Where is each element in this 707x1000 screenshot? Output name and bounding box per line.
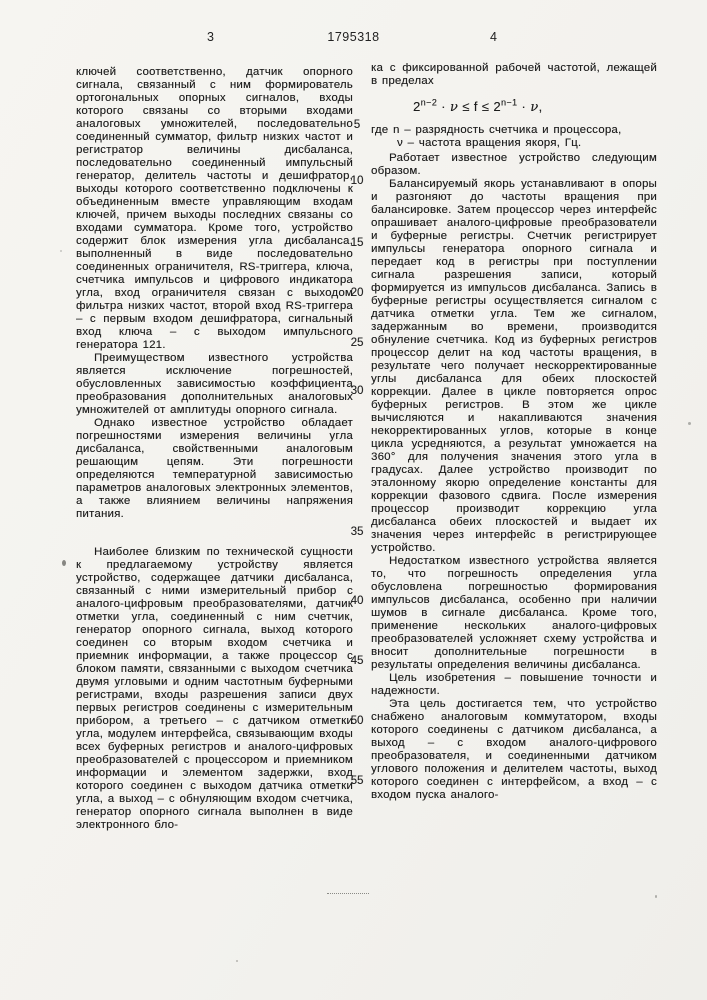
paragraph-continuation: ка с фиксированной рабочей частотой, лежащей в пределах: [371, 62, 657, 87]
line-number-10: 10: [350, 175, 364, 187]
paragraph: Преимуществом известного устройства является исключение погрешностей, обусловленных зависимостью коэффициента преобразования дополнительных аналоговых умножителей от амплитуды опорного сигнала.: [76, 352, 353, 416]
formula-legend-line: ν – частота вращения якоря, Гц.: [397, 137, 582, 149]
paragraph-continuation: ключей соответственно, датчик опорного сигнала, связанный с ним формирователь ортогональных опорных сигналов, входы которого связаны со вторыми входами аналоговых умножителей, последовательно соединенный сумматор, фильтр низких частот и регистратор величины дисбаланса, последовательно соединенный импульсный генератор, делитель частоты и дешифратор, выходы которого соответственно подключены к объединенным вместе управляющим входам ключей, причем выходы последних связаны со входами сумматора. Кроме того, устройство содержит блок измерения угла дисбаланса, выполненный в виде последовательно соединенных ограничителя, RS-триггера, ключа, счетчика импульсов и цифрового индикатора угла, вход ограничителя связан с выходом фильтра низких частот, второй вход RS-триггера – с первым входом дешифратора, сигнальный вход ключа – с выходом импульсного генератора 121.: [76, 66, 353, 351]
paragraph: Эта цель достигается тем, что устройство снабжено аналоговым коммутатором, входы которого соединены с датчиком дисбаланса, а выход – с входом аналого-цифрового преобразователя, и соединенными датчиком углового положения и делителем частоты, выход которого соединен с интерфейсом, а вход – с входом пуска аналого-: [371, 698, 657, 801]
nu-symbol: ν: [530, 100, 539, 115]
scan-artifact-dashes: [327, 893, 369, 894]
patent-number: 1795318: [327, 30, 380, 44]
paragraph: Однако известное устройство обладает погрешностями измерения величины угла дисбаланса, свойственными аналоговым решающим цепям. Эти погрешности определяются температурной зависимостью параметров аналоговых электронных элементов, а также влиянием величины напряжения питания.: [76, 417, 353, 520]
formula-legend-line: где n – разрядность счетчика и процессора,: [371, 124, 622, 136]
line-number-50: 50: [350, 715, 364, 727]
line-number-25: 25: [350, 337, 364, 349]
formula-punctuation: ,: [538, 99, 543, 114]
formula-operator: ≤ f ≤ 2: [458, 99, 501, 114]
line-number-35: 35: [350, 526, 364, 538]
paragraph: Цель изобретения – повышение точности и надежности.: [371, 672, 657, 697]
page-number-right: 4: [490, 30, 497, 44]
paragraph: Недостатком известного устройства является то, что погрешность определения угла обусловлена погрешностью формирования импульсов дисбаланса, особенно при наличии шумов в сигнале дисбаланса. Кроме того, применение нескольких аналого-цифровых преобразователей усложняет схему устройства и вносит дополнительные погрешности в результаты определения величины дисбаланса.: [371, 555, 657, 671]
scan-artifact-speck: [236, 960, 238, 962]
paragraph: Наиболее близким по технической сущности к предлагаемому устройству является устройство, содержащее датчики дисбаланса, связанный с ними измерительный прибор с аналого-цифровым преобразователями, датчик отметки угла, соединенный с ним счетчик, генератор опорного сигнала, выход которого соединен со вторым входом счетчика и приемник информации, а также процессор с блоком памяти, связанными с выходом счетчика двумя угловыми и одним частотным буферными регистрами, входы разрешения записи двух первых регистров соединены с измерительным прибором, а третьего – с датчиком отметки угла, модулем интерфейса, связывающим входы всех буферных регистров и аналого-цифровых преобразователей с процессором и приемником информации и элементом задержки, вход которого соединен с выходом датчика отметки угла, а выход – с обнуляющим входом счетчика, генератор опорного сигнала выполнен в виде электронного бло-: [76, 546, 353, 831]
paragraph: Балансируемый якорь устанавливают в опоры и разгоняют до частоты вращения при балансировке. Затем процессор через интерфейс опрашивает аналого-цифровые преобразователи и буферные регистры. Счетчик регистрирует импульсы генератора опорного сигнала и передает код в регистры при поступлении сигнала разрешения записи, который формируется из импульсов дисбаланса. Запись в буферные регистры осуществляется сигналом с датчика отметки угла. Тем же сигналом, задержанным во времени, производится обнуление счетчика. Код из буферных регистров процессор делит на код частоты вращения, в результате чего получает нескорректированные углы дисбаланса для обеих плоскостей коррекции. Далее в цикле повторяется опрос буферных регистров. В этом же цикле вычисляются и накапливаются значения некорректированных углов, которые в конце цикла усредняются, а результат умножается на 360° для получения значения этого угла в градусах. Далее устройство производит по эталонному якорю определение константы для коррекции фазового сдвига. После измерения процессор производит коррекцию угла дисбаланса обеих плоскостей и выдает их значения через интерфейс в регистрирующее устройство.: [371, 178, 657, 554]
formula-operator: ·: [517, 99, 531, 114]
scan-artifact-speck: [688, 422, 691, 425]
scan-artifact-speck: [655, 895, 657, 898]
formula-operator: ·: [437, 99, 450, 114]
line-number-5: 5: [353, 119, 361, 131]
formula-exponent: n−2: [420, 97, 438, 108]
left-column: [76, 66, 353, 832]
line-number-55: 55: [350, 775, 364, 787]
formula-exponent: n−1: [500, 97, 518, 108]
formula-base: 2: [413, 99, 421, 114]
line-number-15: 15: [350, 237, 364, 249]
frequency-range-formula: [413, 99, 657, 115]
page-number-left: 3: [207, 30, 214, 44]
paragraph: Работает известное устройство следующим образом.: [371, 152, 657, 177]
line-number-30: 30: [350, 385, 364, 397]
line-number-40: 40: [350, 595, 364, 607]
scan-artifact-speck: [60, 250, 62, 252]
scan-artifact-speck: [62, 560, 66, 566]
line-number-20: 20: [350, 287, 364, 299]
right-column: [371, 62, 657, 802]
line-number-45: 45: [350, 655, 364, 667]
nu-symbol: ν: [449, 100, 459, 115]
